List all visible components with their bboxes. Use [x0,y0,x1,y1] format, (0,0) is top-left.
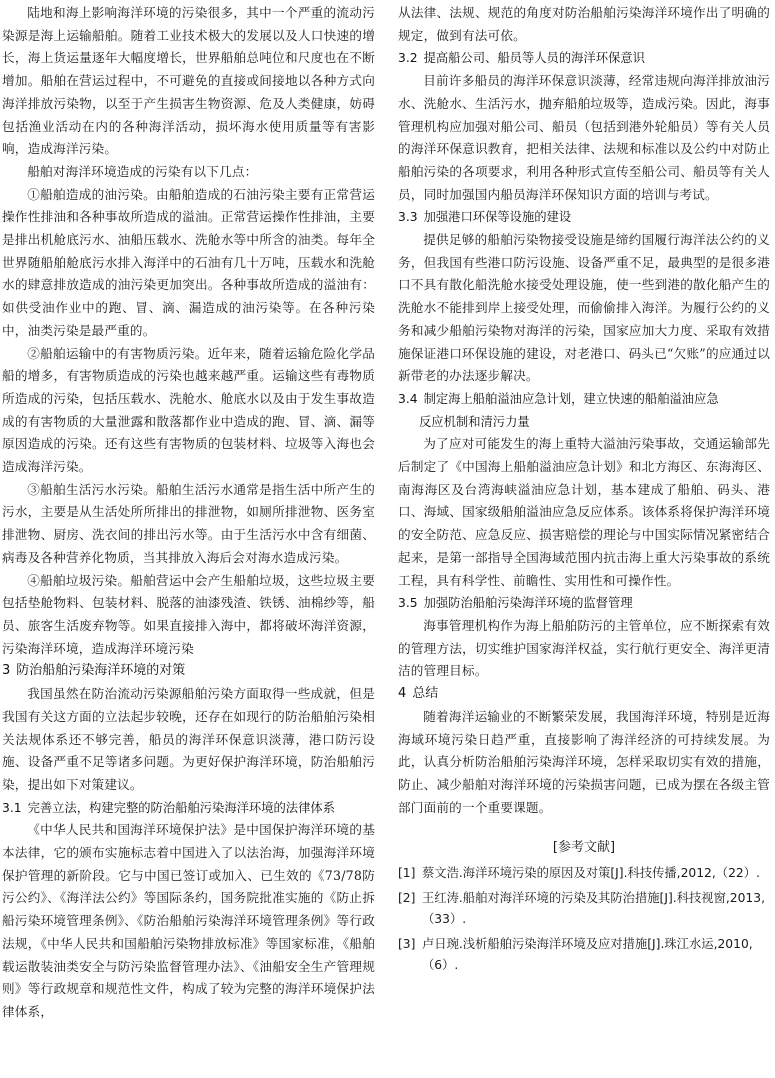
garbage-pollution-paragraph: ④船舶垃圾污染。船舶营运中会产生船舶垃圾，这些垃圾主要包括垫舱物料、包装材料、脱落的油漆残渣、铁锈、油棉纱等，船员、旅客生活废弃物等。如果直接排入海中，都将破坏海洋资源，污染海洋环境，造成海洋环境污染 [2,572,375,656]
reference-number: [1] [398,866,416,881]
section-3-2-number: 3.2 [398,51,418,66]
section-3-4-heading [398,388,770,433]
section-3-3-title: 加强港口环保等设施的建设 [423,210,572,225]
section-4-number: 4 [398,686,407,702]
section-3-1-title: 完善立法，构建完整的防治船舶污染海洋环境的法律体系 [27,800,335,815]
summary-paragraph: 随着海洋运输业的不断繁荣发展，我国海洋环境，特别是近海海域环境污染日趋严重，直接影响了海洋经济的可持续发展。为此，认真分析防治船舶污染海洋环境，怎样采取切实有效的措施，防止、减少船舶对海洋环境的污染损害问题，已成为摆在各级主管部门面前的一个重要课题。 [398,708,770,815]
section-3-heading [2,660,375,683]
reference-item [398,934,770,976]
section-3-number: 3 [2,663,11,679]
legislation-continued-paragraph: 从法律、法规、规范的角度对防治船舶污染海洋环境作出了明确的规定，做到有法可依。 [398,5,770,43]
section-3-1-number: 3.1 [2,800,22,815]
awareness-paragraph: 目前许多船员的海洋环保意识淡薄，经常违规向海洋排放油污水、洗舱水、生活污水，抛弃船舶垃圾等，造成污染。因此，海事管理机构应加强对船公司、船员（包括到港外轮船员）等有关人员的海洋环保意识教育，把相关法律、法规和标准以及公约中对防止船舶污染的各项要求，利用各种形式宣传至船公司、船员等有关人员，同时加强国内船员海洋环保知识方面的培训与考试。 [398,73,770,202]
reference-number: [2] [398,891,416,906]
supervision-paragraph: 海事管理机构作为海上船舶防污的主管单位，应不断探索有效的管理方法，切实维护国家海洋权益，实行航行更安全、海洋更清洁的管理目标。 [398,617,770,679]
section-3-3-number: 3.3 [398,210,418,225]
left-column [2,0,375,1078]
reference-text: 卢日琬.浅析船舶污染海洋环境及应对措施[J].珠江水运,2010,（6）. [422,937,753,973]
references-list [398,863,770,976]
section-4-heading [398,683,770,706]
section-3-title: 防治船舶污染海洋环境的对策 [16,663,186,679]
pollution-kinds-paragraph: 船舶对海洋环境造成的污染有以下几点： [27,163,258,179]
section-3-2-title: 提高船公司、船员等人员的海洋环保意识 [423,51,645,66]
measures-paragraph: 我国虽然在防治流动污染源船舶污染方面取得一些成就，但是我国有关这方面的立法起步较晚，还存在如现行的防治船舶污染相关法规体系还不够完善，船员的海洋环保意识淡薄，港口防污设施、设备严重不足等诸多问题。为更好保护海洋环境，防治船舶污染，提出如下对策建议。 [2,686,375,792]
section-3-5-number: 3.5 [398,596,418,611]
section-3-2-heading [398,47,770,70]
section-3-4-number: 3.4 [398,391,418,406]
reference-number: [3] [398,937,416,952]
section-3-5-heading [398,592,770,615]
sewage-pollution-paragraph: ③船舶生活污水污染。船舶生活污水通常是指生活中所产生的污水，主要是从生活处所所排出的排泄物，如厕所排泄物、医务室排泄物、厨房、洗衣间的排出污水等。由于生活污水中含有细菌、病毒及各种营养化物质，当其排放入海后会对海水造成污染。 [2,481,375,565]
facilities-paragraph: 提供足够的船舶污染物接受设施是缔约国履行海洋法公约的义务，但我国有些港口防污设施、设备严重不足，最典型的是很多港口不具有散化船洗舱水接受处理设施，使一些到港的散化船产生的洗舱水不能排到岸上接受处理，而偷偷排入海洋。为履行公约的义务和减少船舶污染物对海洋的污染，国家应加大力度、采取有效措施保证港口环保设施的建设，对老港口、码头已“欠账”的应通过以新带老的办法逐步解决。 [398,232,770,384]
hazardous-substance-paragraph: ②船舶运输中的有害物质污染。近年来，随着运输危险化学品船的增多，有害物质造成的污染也越来越严重。运输这些有毒物质所造成的污染，包括压载水、洗舱水、舱底水以及由于发生事故造成的有害物质的大量泄露和散落都作业中造成的跑、冒、滴、漏等原因造成的污染。还有这些有害物质的包装材料、垃圾等入海也会造成海洋污染。 [2,345,375,475]
intro-paragraph: 陆地和海上影响海洋环境的污染很多，其中一个严重的流动污染源是海上运输船舶。随着工业技术极大的发展以及人口快速的增长，海上货运量逐年大幅度增长，世界船舶总吨位和尺度也在不断增加。船舶在营运过程中，不可避免的直接或间接地以各种方式向海洋排放污染物，以至于产生损害生物资源、危及人类健康，妨碍包括渔业活动在内的各种海洋活动，损坏海水使用质量等有害影响，造成海洋污染。 [2,5,375,157]
section-4-title: 总结 [412,686,439,702]
reference-item [398,888,770,930]
section-3-4-title-line2: 反应机制和清污力量 [419,414,530,429]
reference-item [398,863,770,884]
emergency-paragraph: 为了应对可能发生的海上重特大溢油污染事故，交通运输部先后制定了《中国海上船舶溢油应急计划》和北方海区、东海海区、南海海区及台湾海峡溢油应急计划，基本建成了船舶、码头、港口、海域、国家级船舶溢油应急反应体系。该体系将保护海洋环境的安全防范、应急反应、损害赔偿的理论与中国实际情况紧密结合起来，是第一部指导全国海域范围内抗击海上重大污染事故的系统工程，具有科学性、前瞻性、实用性和可操作性。 [398,436,770,588]
right-column [398,0,770,1078]
section-3-3-heading [398,206,770,229]
reference-text: 王红涛.船舶对海洋环境的污染及其防治措施[J].科技视窗,2013,（33）. [422,891,765,927]
legislation-paragraph: 《中华人民共和国海洋环境保护法》是中国保护海洋环境的基本法律，它的颁布实施标志着中国进入了以法治海，加强海洋环境保护管理的新阶段。它与中国已签订或加入、已生效的《73/78防污公约》、《海洋法公约》等国际条约，国务院批准实施的《防止拆船污染环境管理条例》、《防治船舶污染海洋环境管理条例》等行政法规，《中华人民共和国船舶污染物排放标准》等国家标准，《船舶载运散装油类安全与防污染监督管理办法》、《油船安全生产管理规则》等行政规章和规范性文件，构成了较为完整的海洋环境保护法律体系， [2,822,375,1019]
section-3-4-title-line1: 制定海上船舶溢油应急计划，建立快速的船舶溢油应急 [423,391,719,406]
references-title: [参考文献] [552,840,616,856]
section-3-5-title: 加强防治船舶污染海洋环境的监督管理 [423,596,633,611]
oil-pollution-paragraph: ①船舶造成的油污染。由船舶造成的石油污染主要有正常营运操作性排油和各种事故所造成的溢油。正常营运操作性排油，主要是排出机舱底污水、油船压载水、洗舱水等中所含的油类。每年全世界随船舶舱底污水排入海洋中的石油有几十万吨，压载水和洗舱水的肆意排放造成的油污染更加突出。各种事故所造成的溢油有：如供受油作业中的跑、冒、滴、漏造成的油污染等。在各种污染中，油类污染是最严重的。 [2,186,375,338]
reference-text: 蔡文浩.海洋环境污染的原因及对策[J].科技传播,2012,（22）. [422,866,760,881]
section-3-1-heading [2,797,375,820]
